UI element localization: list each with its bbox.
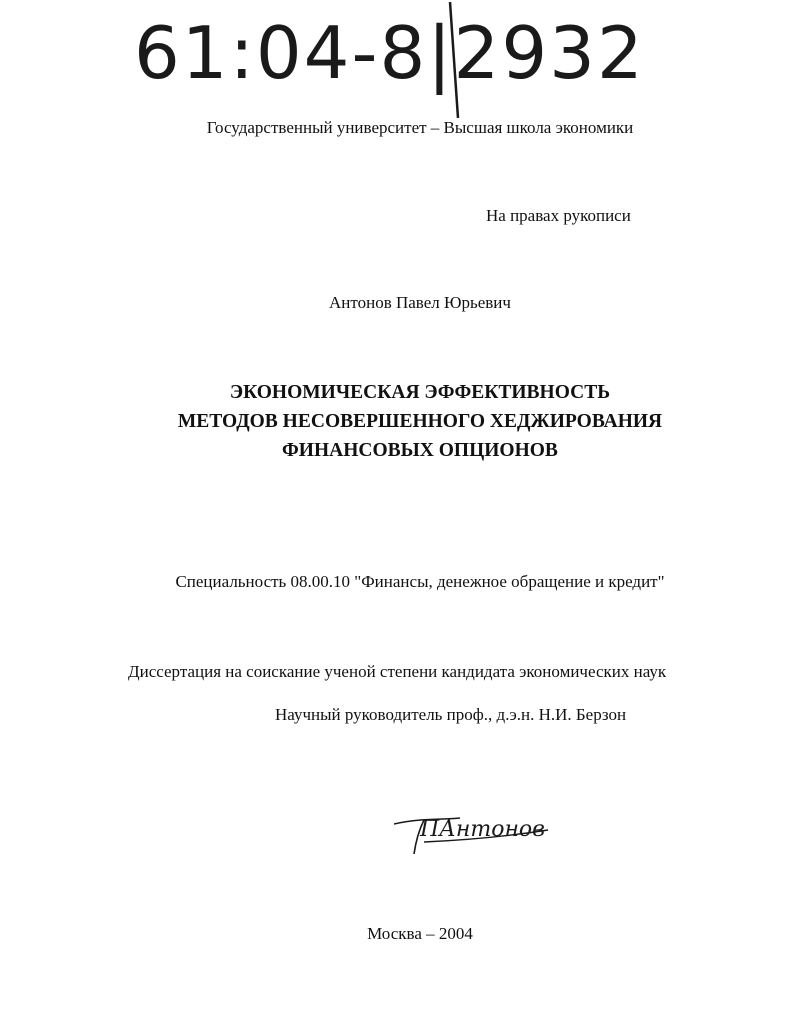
scientific-advisor: Научный руководитель проф., д.э.н. Н.И. Берзон xyxy=(275,705,627,724)
handwritten-archive-number xyxy=(128,0,708,118)
title-line-1: ЭКОНОМИЧЕСКАЯ ЭФФЕКТИВНОСТЬ xyxy=(229,382,611,403)
city-year: Москва – 2004 xyxy=(367,924,473,943)
rights-note: На правах рукописи xyxy=(486,206,631,225)
archive-number-text: 61:04-8|2932 xyxy=(134,11,645,95)
author-name: Антонов Павел Юрьевич xyxy=(329,293,511,312)
dissertation-title xyxy=(0,378,796,465)
title-line-3: ФИНАНСОВЫХ ОПЦИОНОВ xyxy=(282,440,558,461)
specialty: Специальность 08.00.10 "Финансы, денежное обращение и кредит" xyxy=(175,572,665,591)
university-name: Государственный университет – Высшая школа экономики xyxy=(206,118,634,137)
signature-text: ПАнтонов xyxy=(420,817,545,842)
degree-statement: Диссертация на соискание ученой степени кандидата экономических наук xyxy=(128,662,667,681)
author-signature xyxy=(380,790,560,862)
title-line-2: МЕТОДОВ НЕСОВЕРШЕННОГО ХЕДЖИРОВАНИЯ xyxy=(177,411,663,432)
